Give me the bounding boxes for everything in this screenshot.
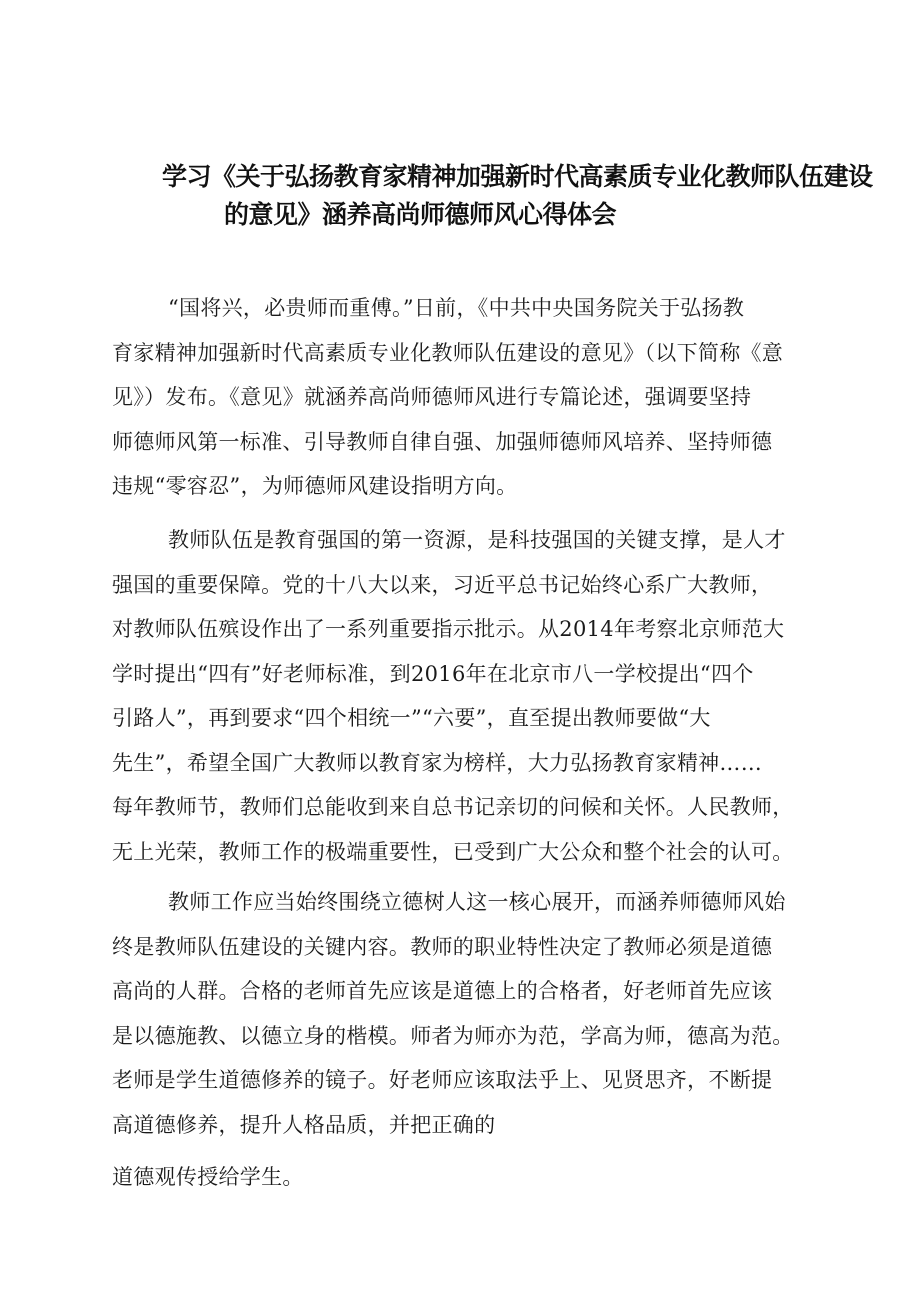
paragraph-line: 违规“零容忍”，为师德师风建设指明方向。 [112, 474, 518, 498]
paragraph-line: 见》）发布。《意见》就涵养高尚师德师风进行专篇论述，强调要坚持 [112, 385, 752, 409]
paragraph-4 [112, 1155, 832, 1200]
paragraph-line: 对教师队伍殡设作出了一系列重要指示批示。从2014年考察北京师范大 [112, 617, 785, 641]
paragraph-line: 道德观传授给学生。 [112, 1165, 304, 1189]
paragraph-line: 每年教师节，教师们总能收到来自总书记亲切的问候和关怀。人民教师， [112, 795, 794, 819]
paragraph-line: 终是教师队伍建设的关键内容。教师的职业特性决定了教师必须是道德 [112, 934, 773, 959]
paragraph-line: 育家精神加强新时代高素质专业化教师队伍建设的意见》（以下简称《意 [112, 340, 784, 365]
paragraph-line: 先生”，希望全国广大教师以教育家为榜样，大力弘扬教育家精神…… [112, 750, 763, 775]
paragraph-line: 是以德施教、以德立身的楷模。师者为师亦为范，学高为师，德高为范。 [112, 1023, 794, 1048]
paragraph-line: 老师是学生道德修养的镜子。好老师应该取法乎上、见贤思齐，不断提 [112, 1068, 773, 1092]
paragraph-line: 引路人”，再到要求“四个相统一”“六要”，直至提出教师要做“大 [112, 706, 711, 730]
paragraph-1 [112, 286, 832, 509]
title-line-2: 的意见》涵养高尚师德师风心得体会 [224, 200, 617, 229]
paragraph-3 [112, 880, 832, 1147]
paragraph-line: 师德师风第一标准、引导教师自律自强、加强师德师风培养、坚持师德 [112, 429, 773, 454]
document-title [162, 158, 873, 234]
paragraph-line: 强国的重要保障。党的十八大以来，习近平总书记始终心系广大教师， [112, 572, 773, 597]
paragraph-line: 教师队伍是教育强国的第一资源，是科技强国的关键支撑，是人才 [168, 528, 786, 552]
paragraph-line: 学时提出“四有”好老师标准，到2016年在北京市八一学校提出“四个 [112, 661, 754, 686]
paragraph-line: 教师工作应当始终围绕立德树人这一核心展开，而涵养师德师风始 [168, 890, 786, 914]
title-line-1: 学习《关于弘扬教育家精神加强新时代高素质专业化教师队伍建设 [162, 162, 873, 191]
paragraph-2 [112, 518, 832, 874]
paragraph-line: 高道德修养，提升人格品质，并把正确的 [112, 1112, 496, 1137]
paragraph-line: “国将兴，必贵师而重傅。”日前，《中共中央国务院关于弘扬教 [168, 296, 745, 320]
paragraph-line: 无上光荣，教师工作的极端重要性，已受到广大公众和整个社会的认可。 [112, 839, 794, 864]
paragraph-line: 高尚的人群。合格的老师首先应该是道德上的合格者，好老师首先应该 [112, 979, 773, 1003]
